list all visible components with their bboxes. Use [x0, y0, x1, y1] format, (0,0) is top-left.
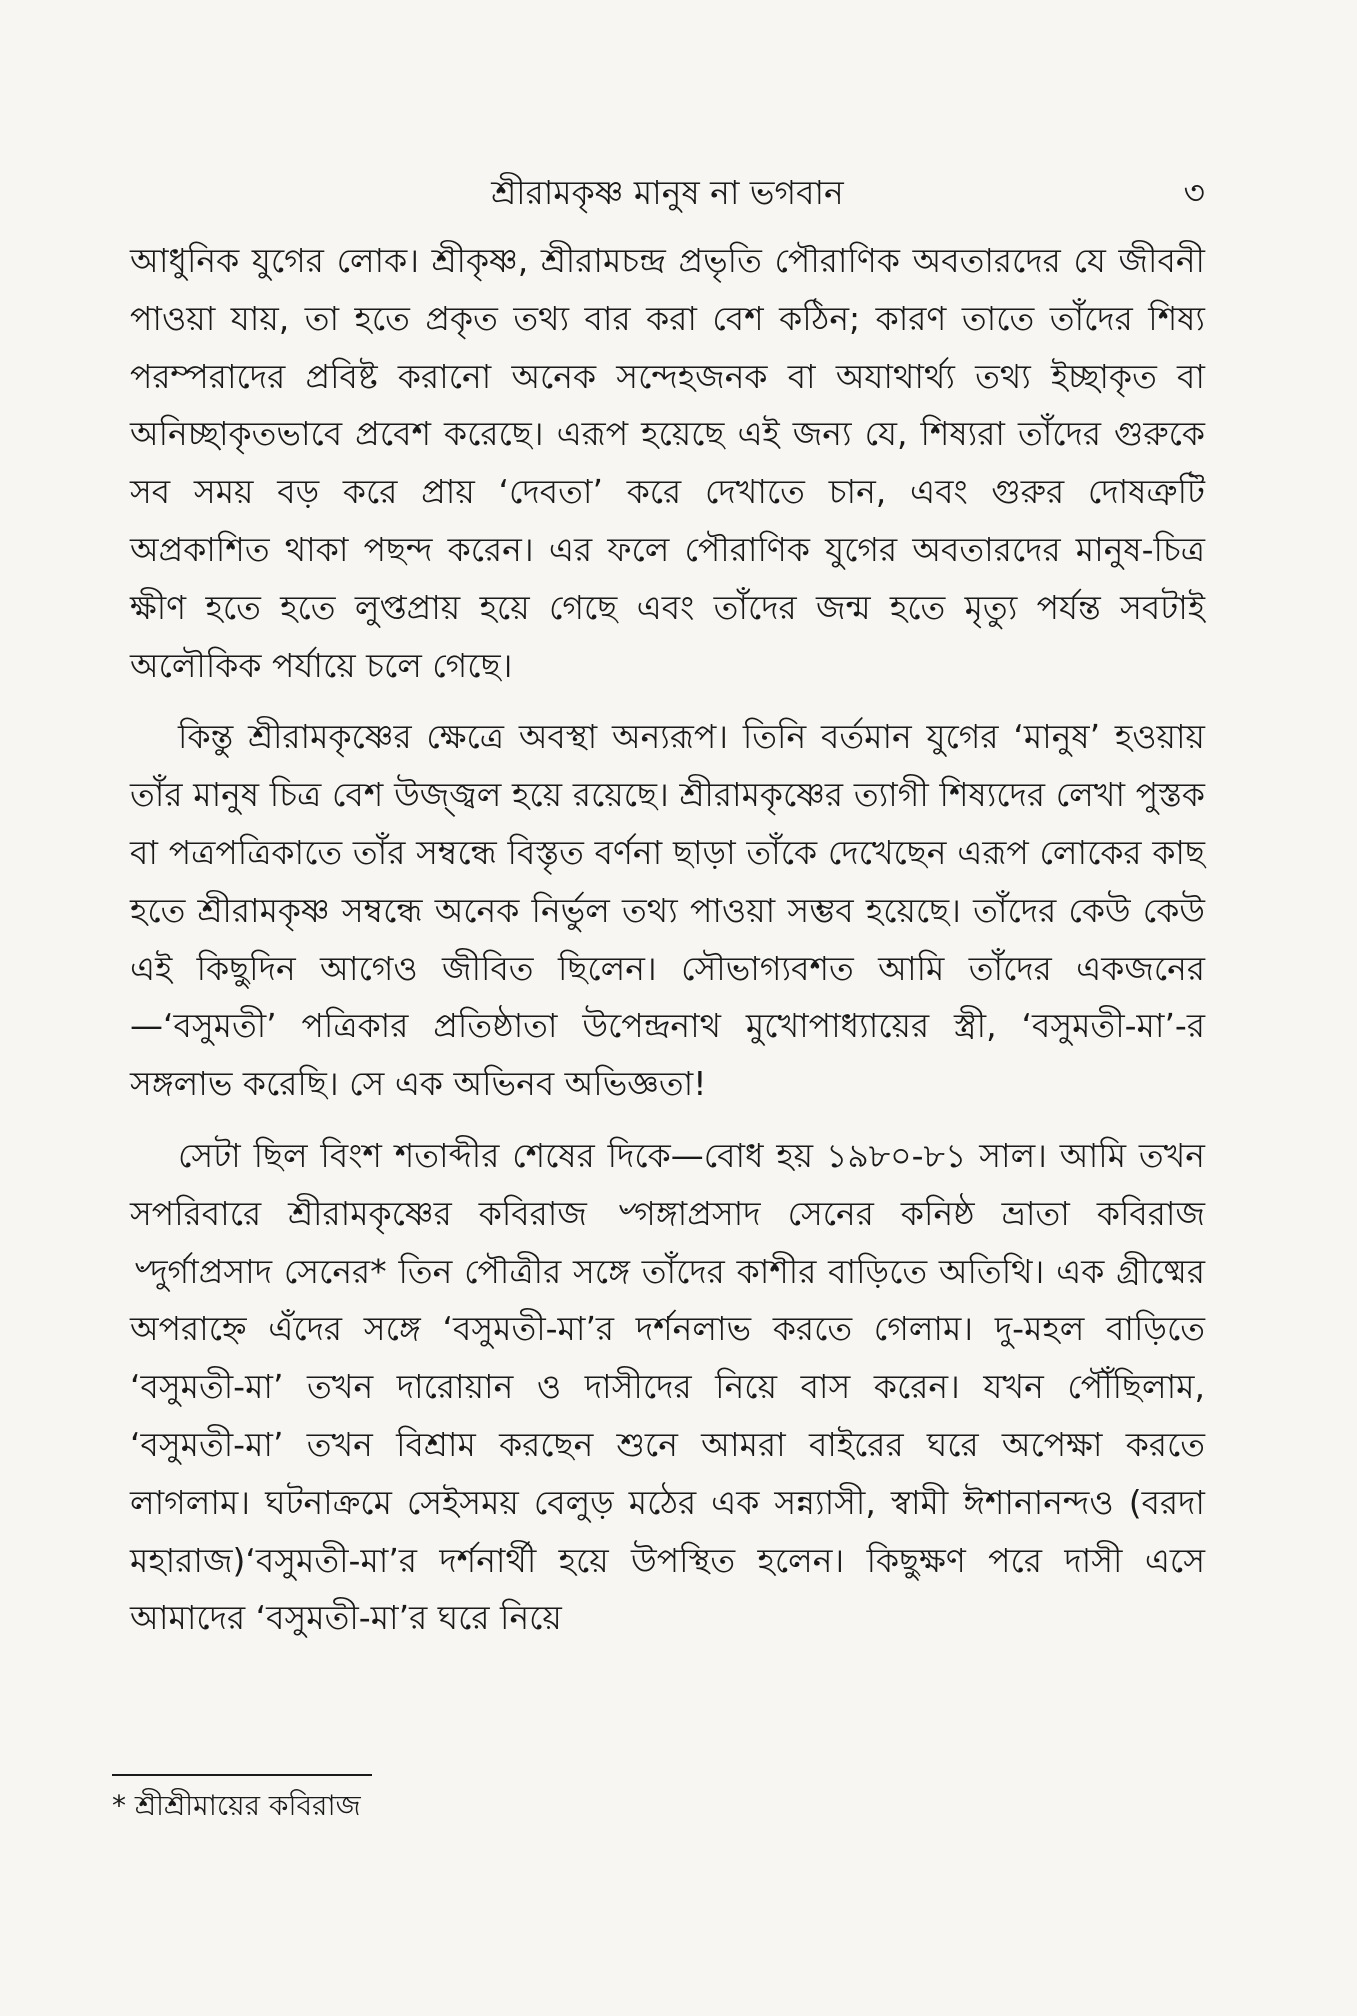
paragraph-continuation: আধুনিক যুগের লোক। শ্রীকৃষ্ণ, শ্রীরামচন্দ্র প্রভৃতি পৌরাণিক অবতারদের যে জীবনী পাওয়া যায়, তা হতে প্রকৃত তথ্য বার করা বেশ কঠিন; কারণ তাতে তাঁদের শিষ্য পরম্পরাদের প্রবিষ্ট করানো অনেক সন্দেহজনক বা অযাথার্থ্য তথ্য ইচ্ছাকৃত বা অনিচ্ছাকৃতভাবে প্রবেশ করেছে। এরূপ হয়েছে এই জন্য যে, শিষ্যরা তাঁদের গুরুকে সব সময় বড় করে প্রায় ‘দেবতা’ করে দেখাতে চান, এবং গুরুর দোষত্রুটি অপ্রকাশিত থাকা পছন্দ করেন। এর ফলে পৌরাণিক যুগের অবতারদের মানুষ-চিত্র ক্ষীণ হতে হতে লুপ্তপ্রায় হয়ে গেছে এবং তাঁদের জন্ম হতে মৃত্যু পর্যন্ত সবটাই অলৌকিক পর্যায়ে চলে গেছে।	[130, 241, 1205, 685]
running-header	[130, 168, 1205, 218]
body-text	[130, 232, 1205, 1661]
footnote-divider	[112, 1774, 372, 1776]
page-number: ৩	[1183, 173, 1205, 212]
paragraph-ramakrishna-case: কিন্তু শ্রীরামকৃষ্ণের ক্ষেত্রে অবস্থা অন্যরূপ। তিনি বর্তমান যুগের ‘মানুষ’ হওয়ায় তাঁর মানুষ চিত্র বেশ উজ্জ্বল হয়ে রয়েছে। শ্রীরামকৃষ্ণের ত্যাগী শিষ্যদের লেখা পুস্তক বা পত্রপত্রিকাতে তাঁর সম্বন্ধে বিস্তৃত বর্ণনা ছাড়া তাঁকে দেখেছেন এরূপ লোকের কাছ হতে শ্রীরামকৃষ্ণ সম্বন্ধে অনেক নির্ভুল তথ্য পাওয়া সম্ভব হয়েছে। তাঁদের কেউ কেউ এই কিছুদিন আগেও জীবিত ছিলেন। সৌভাগ্যবশত আমি তাঁদের একজনের—‘বসুমতী’ পত্রিকার প্রতিষ্ঠাতা উপেন্দ্রনাথ মুখোপাধ্যায়ের স্ত্রী, ‘বসুমতী-মা’-র সঙ্গলাভ করেছি। সে এক অভিনব অভিজ্ঞতা!	[130, 717, 1205, 1104]
paragraph-visit-account: সেটা ছিল বিংশ শতাব্দীর শেষের দিকে—বোধ হয় ১৯৮০-৮১ সাল। আমি তখন সপরিবারে শ্রীরামকৃষ্ণের কবিরাজ ৺গঙ্গাপ্রসাদ সেনের কনিষ্ঠ ভ্রাতা কবিরাজ ৺দুর্গাপ্রসাদ সেনের* তিন পৌত্রীর সঙ্গে তাঁদের কাশীর বাড়িতে অতিথি। এক গ্রীষ্মের অপরাহ্নে এঁদের সঙ্গে ‘বসুমতী-মা’র দর্শনলাভ করতে গেলাম। দু-মহল বাড়িতে ‘বসুমতী-মা’ তখন দারোয়ান ও দাসীদের নিয়ে বাস করেন। যখন পৌঁছিলাম, ‘বসুমতী-মা’ তখন বিশ্রাম করছেন শুনে আমরা বাইরের ঘরে অপেক্ষা করতে লাগলাম। ঘটনাক্রমে সেইসময় বেলুড় মঠের এক সন্ন্যাসী, স্বামী ঈশানানন্দও (বরদা মহারাজ)‘বসুমতী-মা’র দর্শনার্থী হয়ে উপস্থিত হলেন। কিছুক্ষণ পরে দাসী এসে আমাদের ‘বসুমতী-মা’র ঘরে নিয়ে	[130, 1135, 1205, 1638]
running-title: শ্রীরামকৃষ্ণ মানুষ না ভগবান	[491, 173, 844, 212]
footnote: * শ্রীশ্রীমায়ের কবিরাজ	[112, 1789, 361, 1822]
